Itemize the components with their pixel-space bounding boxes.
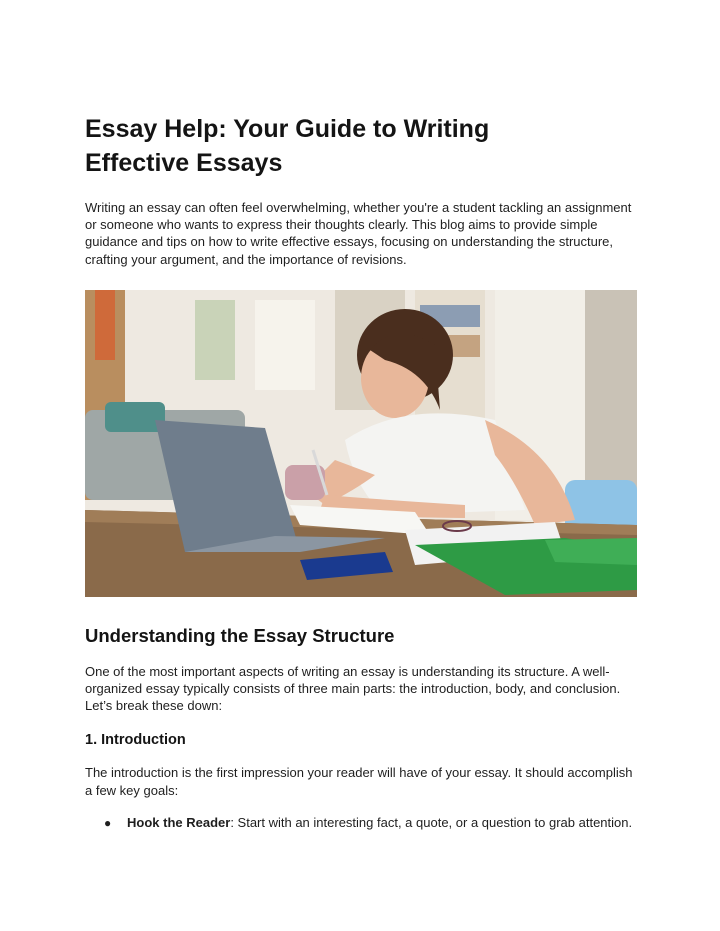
- bullet-description: : Start with an interesting fact, a quote, or a question to grab attention.: [230, 814, 633, 830]
- bullet-text: [127, 814, 632, 831]
- bullet-marker: ●: [104, 815, 112, 830]
- bullet-term: Hook the Reader: [127, 814, 231, 830]
- student-writing-illustration: [85, 290, 637, 597]
- list-item: [85, 814, 640, 832]
- article-body: [85, 112, 640, 832]
- section-paragraph: One of the most important aspects of writing an essay is understanding its structure. A well-organized essay typically consists of three main parts: the introduction, body, and conclusion. Let’s break these down:: [85, 663, 621, 714]
- hero-image: [85, 290, 637, 597]
- subsection-heading: 1. Introduction: [85, 732, 186, 749]
- page-title: Essay Help: Your Guide to Writing Effective Essays: [85, 115, 490, 177]
- intro-paragraph: Writing an essay can often feel overwhelming, whether you're a student tackling an assignment or someone who wants to express their thoughts clearly. This blog aims to provide simple guidance and tips on how to write effective essays, focusing on understanding the structure, crafting your argument, and the importance of revisions.: [85, 200, 632, 267]
- subsection-paragraph: The introduction is the first impression your reader will have of your essay. It should accomplish a few key goals:: [85, 765, 633, 798]
- section-heading: Understanding the Essay Structure: [85, 624, 395, 646]
